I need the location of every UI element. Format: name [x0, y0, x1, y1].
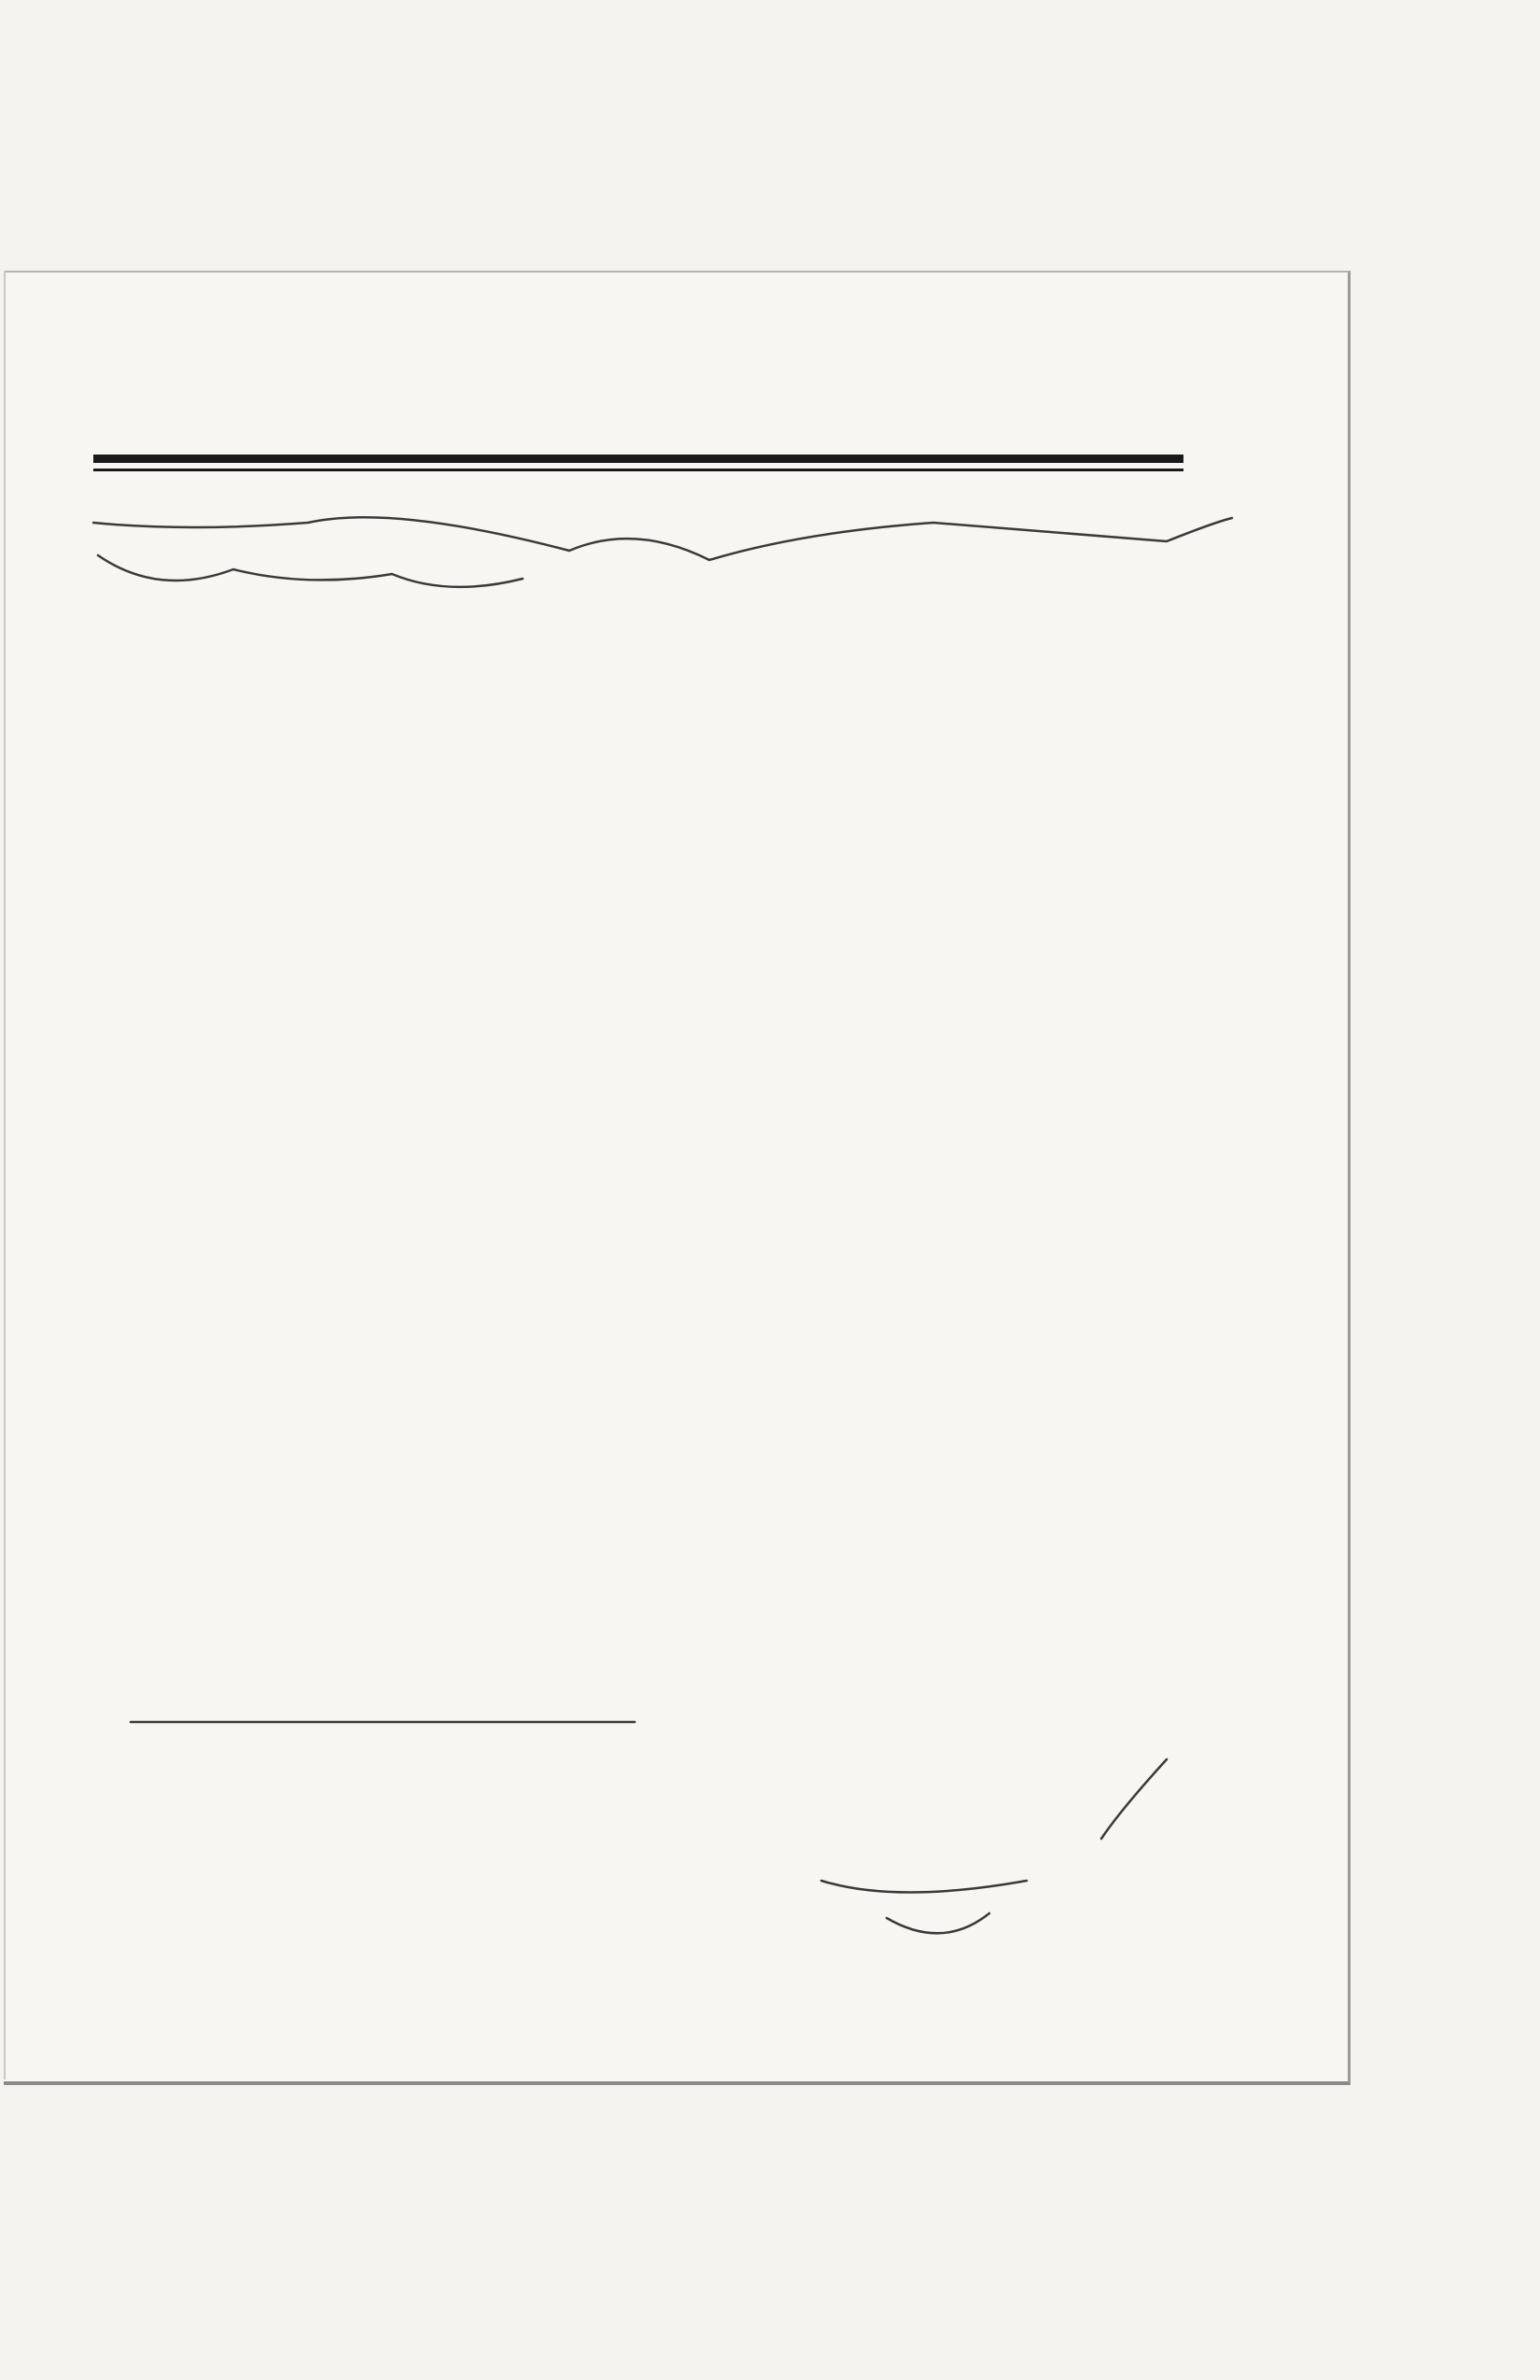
header-rule-thin	[93, 469, 1183, 471]
page-sheet	[4, 271, 1351, 2085]
continuation-line	[89, 499, 1181, 540]
sheet-edge	[4, 271, 6, 2079]
header-rule	[93, 455, 1183, 463]
body-text	[89, 499, 1181, 540]
